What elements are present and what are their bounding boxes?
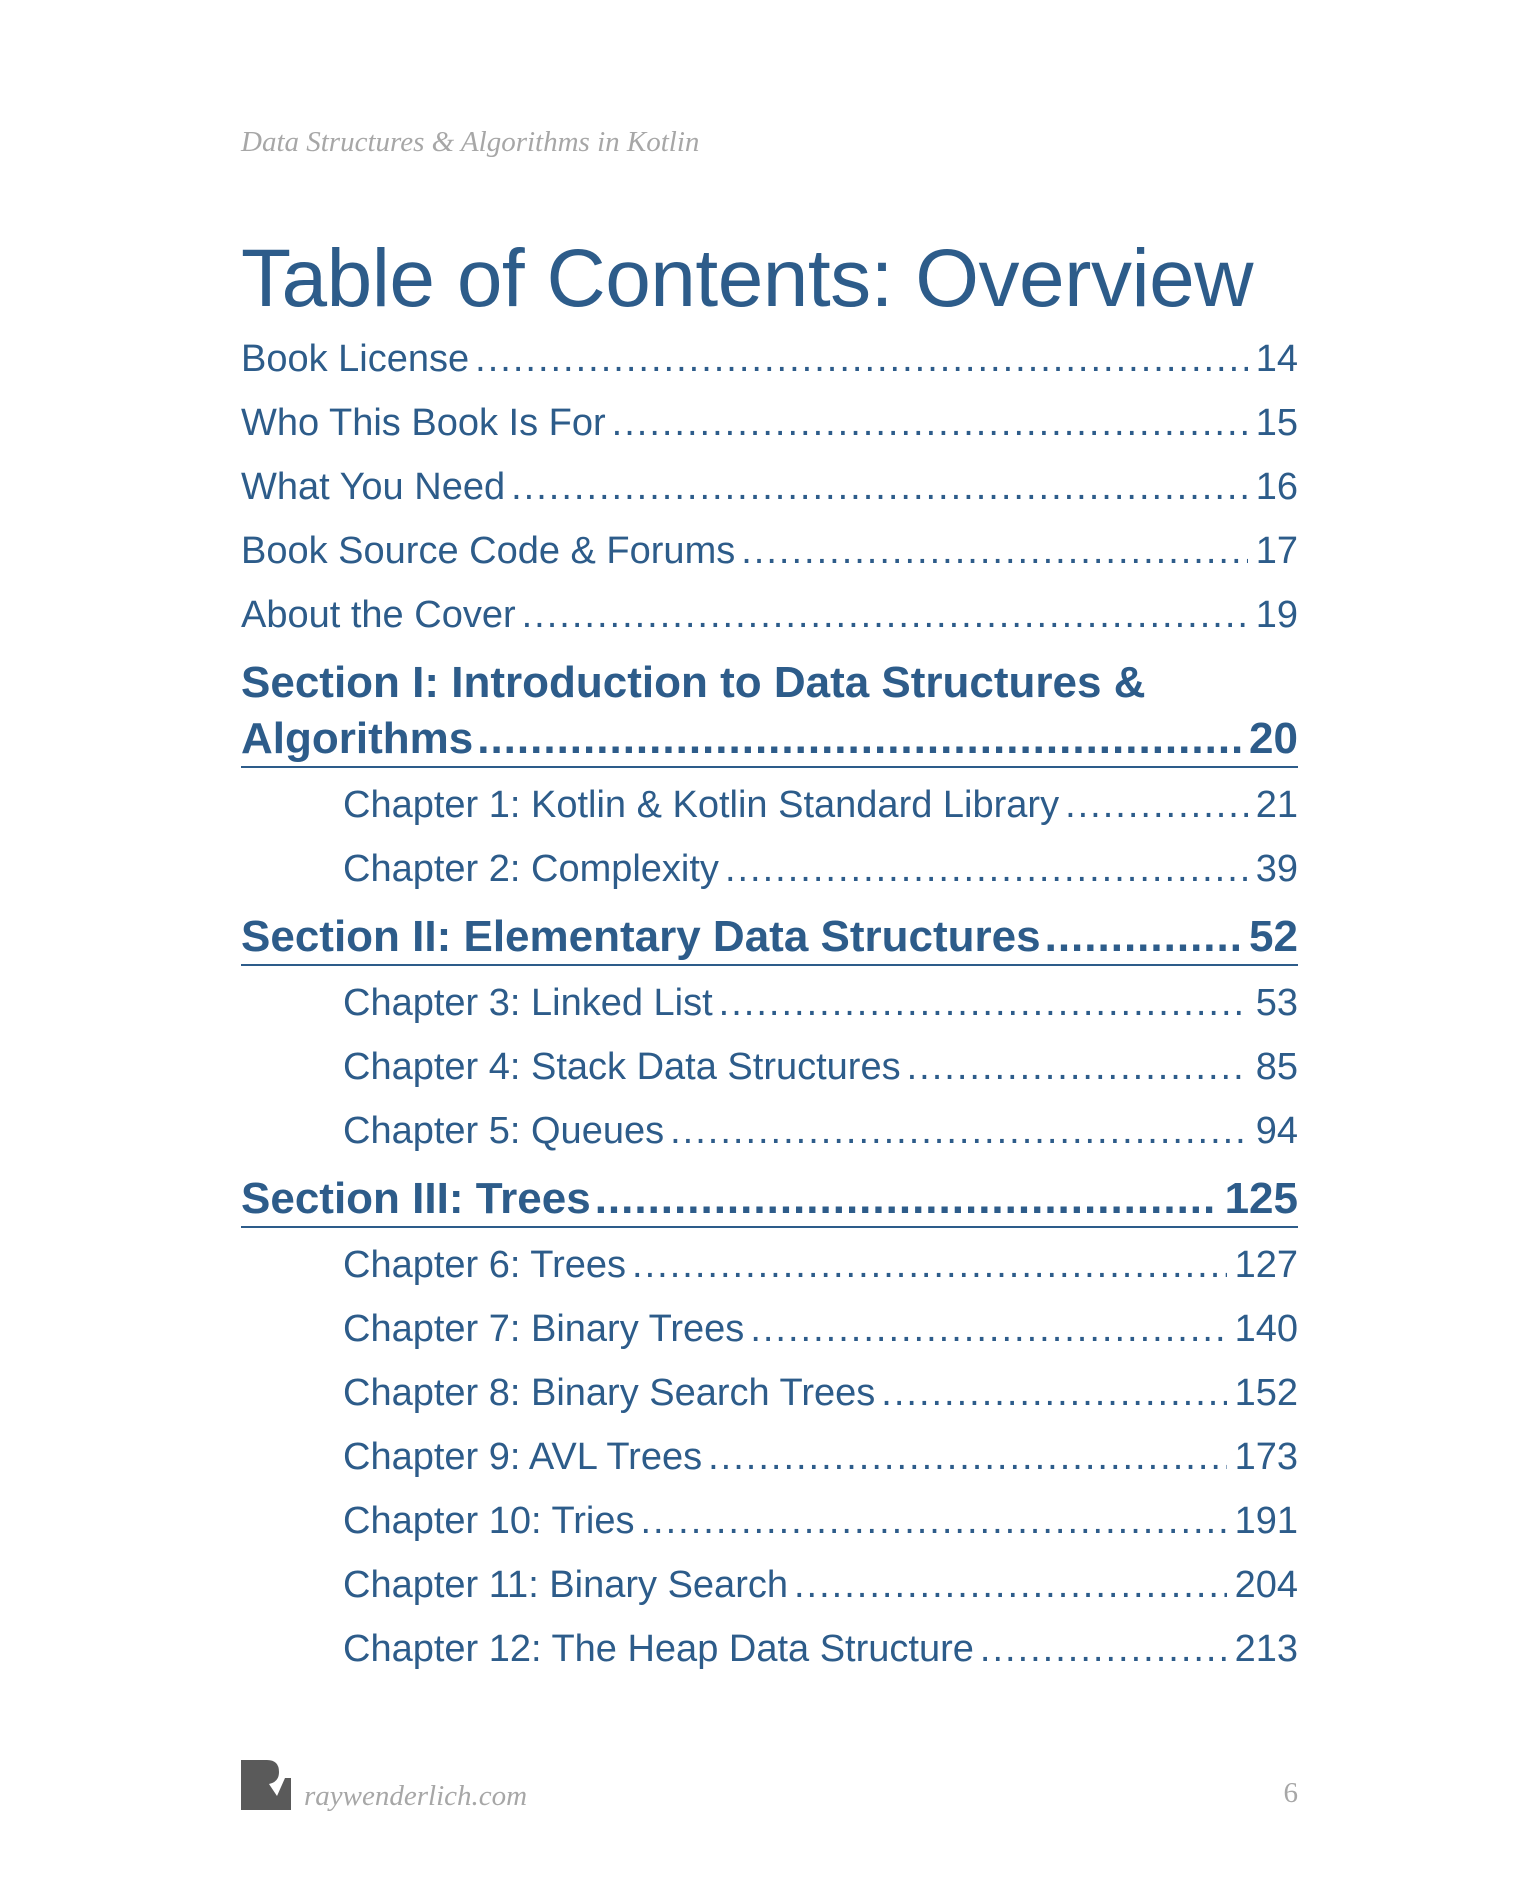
toc-entry-label: Who This Book Is For <box>241 402 606 444</box>
toc-chapter-7[interactable] <box>241 1306 1298 1370</box>
toc-chapter-page: 204 <box>1234 1564 1298 1606</box>
dot-leader <box>640 1498 1226 1544</box>
dot-leader <box>794 1562 1227 1608</box>
toc-chapter-page: 53 <box>1255 982 1298 1024</box>
dot-leader <box>475 336 1248 382</box>
dot-leader <box>1045 910 1243 964</box>
dot-leader <box>725 846 1248 892</box>
toc-entry-who-this-book-is-for[interactable] <box>241 400 1298 464</box>
toc-chapter-page: 213 <box>1234 1628 1298 1670</box>
toc-section-page: 20 <box>1249 714 1298 763</box>
toc-chapter-page: 39 <box>1255 848 1298 890</box>
toc-entry-label: What You Need <box>241 466 506 508</box>
toc-entry-page: 14 <box>1255 338 1298 380</box>
toc-chapter-page: 140 <box>1234 1308 1298 1350</box>
toc-chapter-page: 173 <box>1234 1436 1298 1478</box>
dot-leader <box>511 464 1248 510</box>
toc-entry-source-code-forums[interactable] <box>241 528 1298 592</box>
toc-chapter-4[interactable] <box>241 1044 1298 1108</box>
dot-leader <box>522 592 1248 638</box>
dot-leader <box>477 712 1243 766</box>
toc-chapter-label: Chapter 3: Linked List <box>343 982 713 1024</box>
toc-chapter-2[interactable] <box>241 846 1298 910</box>
footer-site: raywenderlich.com <box>304 1780 528 1812</box>
dot-leader <box>741 528 1247 574</box>
toc-section-label-cont: Algorithms <box>241 714 474 763</box>
toc-chapter-label: Chapter 6: Trees <box>343 1244 627 1286</box>
toc-entry-page: 16 <box>1255 466 1298 508</box>
toc-chapter-3[interactable] <box>241 980 1298 1044</box>
toc-chapter-label: Chapter 5: Queues <box>343 1110 665 1152</box>
dot-leader <box>750 1306 1226 1352</box>
toc-chapter-label: Chapter 8: Binary Search Trees <box>343 1372 876 1414</box>
table-of-contents <box>241 336 1298 1690</box>
toc-chapter-label: Chapter 12: The Heap Data Structure <box>343 1628 974 1670</box>
toc-chapter-page: 85 <box>1255 1046 1298 1088</box>
dot-leader <box>612 400 1248 446</box>
footer-page-number: 6 <box>1283 1777 1298 1809</box>
toc-entry-label: Book License <box>241 338 470 380</box>
dot-leader <box>595 1172 1219 1226</box>
toc-section-page: 125 <box>1224 1174 1298 1223</box>
toc-entry-page: 19 <box>1255 594 1298 636</box>
toc-chapter-label: Chapter 10: Tries <box>343 1500 635 1542</box>
toc-chapter-page: 21 <box>1255 784 1298 826</box>
toc-section-3[interactable] <box>241 1172 1298 1228</box>
toc-chapter-9[interactable] <box>241 1434 1298 1498</box>
toc-chapter-label: Chapter 7: Binary Trees <box>343 1308 745 1350</box>
dot-leader <box>881 1370 1226 1416</box>
toc-section-2[interactable] <box>241 910 1298 966</box>
dot-leader <box>632 1242 1227 1288</box>
dot-leader <box>1065 782 1248 828</box>
raywenderlich-logo-icon <box>241 1760 291 1810</box>
toc-chapter-label: Chapter 11: Binary Search <box>343 1564 788 1606</box>
dot-leader <box>907 1044 1248 1090</box>
toc-chapter-10[interactable] <box>241 1498 1298 1562</box>
toc-chapter-1[interactable] <box>241 782 1298 846</box>
dot-leader <box>980 1626 1227 1672</box>
toc-chapter-12[interactable] <box>241 1626 1298 1690</box>
toc-chapter-page: 152 <box>1234 1372 1298 1414</box>
toc-chapter-label: Chapter 1: Kotlin & Kotlin Standard Library <box>343 784 1060 826</box>
toc-entry-about-the-cover[interactable] <box>241 592 1298 656</box>
toc-section-label: Section I: Introduction to Data Structures & <box>241 658 1146 707</box>
toc-entry-page: 15 <box>1255 402 1298 444</box>
page-title: Table of Contents: Overview <box>241 233 1253 324</box>
running-header: Data Structures & Algorithms in Kotlin <box>241 126 700 158</box>
toc-chapter-label: Chapter 2: Complexity <box>343 848 719 890</box>
toc-chapter-label: Chapter 4: Stack Data Structures <box>343 1046 901 1088</box>
toc-section-label: Section II: Elementary Data Structures <box>241 912 1041 961</box>
toc-entry-book-license[interactable] <box>241 336 1298 400</box>
toc-chapter-page: 191 <box>1234 1500 1298 1542</box>
dot-leader <box>670 1108 1248 1154</box>
toc-chapter-page: 94 <box>1255 1110 1298 1152</box>
toc-entry-label: About the Cover <box>241 594 516 636</box>
dot-leader <box>719 980 1248 1026</box>
toc-section-1[interactable] <box>241 656 1298 768</box>
toc-entry-page: 17 <box>1255 530 1298 572</box>
toc-chapter-11[interactable] <box>241 1562 1298 1626</box>
toc-entry-label: Book Source Code & Forums <box>241 530 736 572</box>
toc-section-label: Section III: Trees <box>241 1174 591 1223</box>
dot-leader <box>708 1434 1227 1480</box>
toc-chapter-5[interactable] <box>241 1108 1298 1172</box>
toc-chapter-6[interactable] <box>241 1242 1298 1306</box>
toc-chapter-label: Chapter 9: AVL Trees <box>343 1436 703 1478</box>
toc-section-page: 52 <box>1249 912 1298 961</box>
toc-chapter-page: 127 <box>1234 1244 1298 1286</box>
toc-entry-what-you-need[interactable] <box>241 464 1298 528</box>
toc-chapter-8[interactable] <box>241 1370 1298 1434</box>
